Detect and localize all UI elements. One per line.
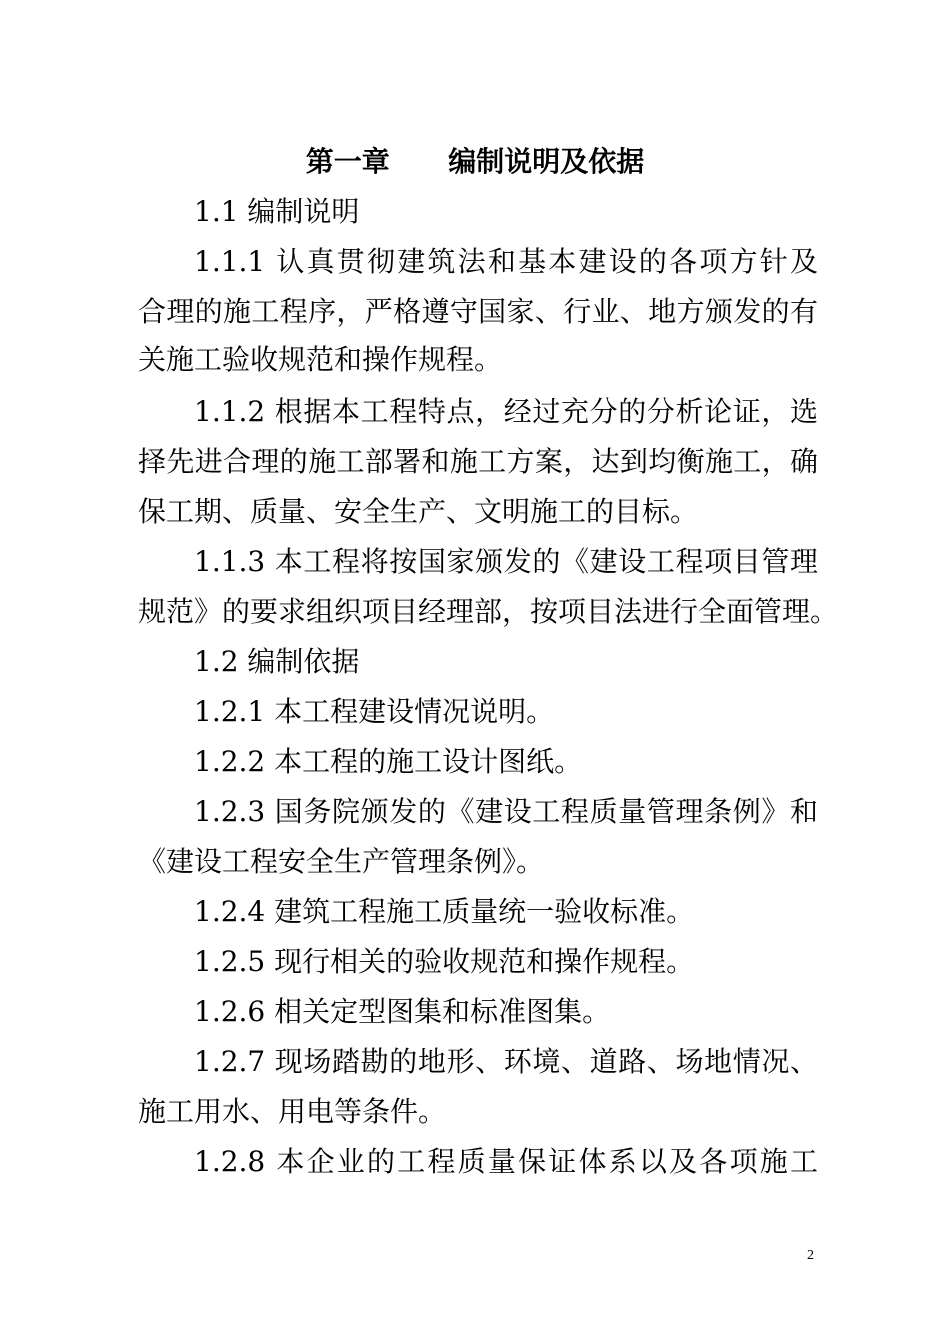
paragraph-line: 施工用水、用电等条件。 xyxy=(138,1095,447,1128)
paragraph-line: 规范》的要求组织项目经理部，按项目法进行全面管理。 xyxy=(138,595,839,628)
paragraph-line: 1.2.7 现场踏勘的地形、环境、道路、场地情况、 xyxy=(194,1045,818,1078)
paragraph-line: 1.1.3 本工程将按国家颁发的《建设工程项目管理 xyxy=(194,545,818,578)
section-heading-1-2: 1.2 编制依据 xyxy=(194,645,360,678)
paragraph-line: 1.2.2 本工程的施工设计图纸。 xyxy=(194,745,583,778)
paragraph-line: 保工期、质量、安全生产、文明施工的目标。 xyxy=(138,495,699,528)
chapter-title: 第一章 编制说明及依据 xyxy=(305,145,645,178)
paragraph-line: 1.1.1 认真贯彻建筑法和基本建设的各项方针及 xyxy=(194,245,818,278)
paragraph-line: 1.2.6 相关定型图集和标准图集。 xyxy=(194,995,611,1028)
paragraph-line: 合理的施工程序，严格遵守国家、行业、地方颁发的有 xyxy=(138,295,818,328)
section-heading-1-1: 1.1 编制说明 xyxy=(194,195,360,228)
paragraph-line: 1.2.1 本工程建设情况说明。 xyxy=(194,695,555,728)
paragraph-line: 1.1.2 根据本工程特点，经过充分的分析论证，选 xyxy=(194,395,818,428)
paragraph-line: 1.2.8 本企业的工程质量保证体系以及各项施工 xyxy=(194,1145,818,1178)
paragraph-line: 1.2.5 现行相关的验收规范和操作规程。 xyxy=(194,945,695,978)
paragraph-line: 1.2.4 建筑工程施工质量统一验收标准。 xyxy=(194,895,695,928)
paragraph-line: 择先进合理的施工部署和施工方案，达到均衡施工，确 xyxy=(138,445,818,478)
paragraph-line: 《建设工程安全生产管理条例》。 xyxy=(138,845,545,878)
page-number: 2 xyxy=(807,1248,814,1263)
paragraph-line: 1.2.3 国务院颁发的《建设工程质量管理条例》和 xyxy=(194,795,818,828)
paragraph-line: 关施工验收规范和操作规程。 xyxy=(138,343,503,376)
